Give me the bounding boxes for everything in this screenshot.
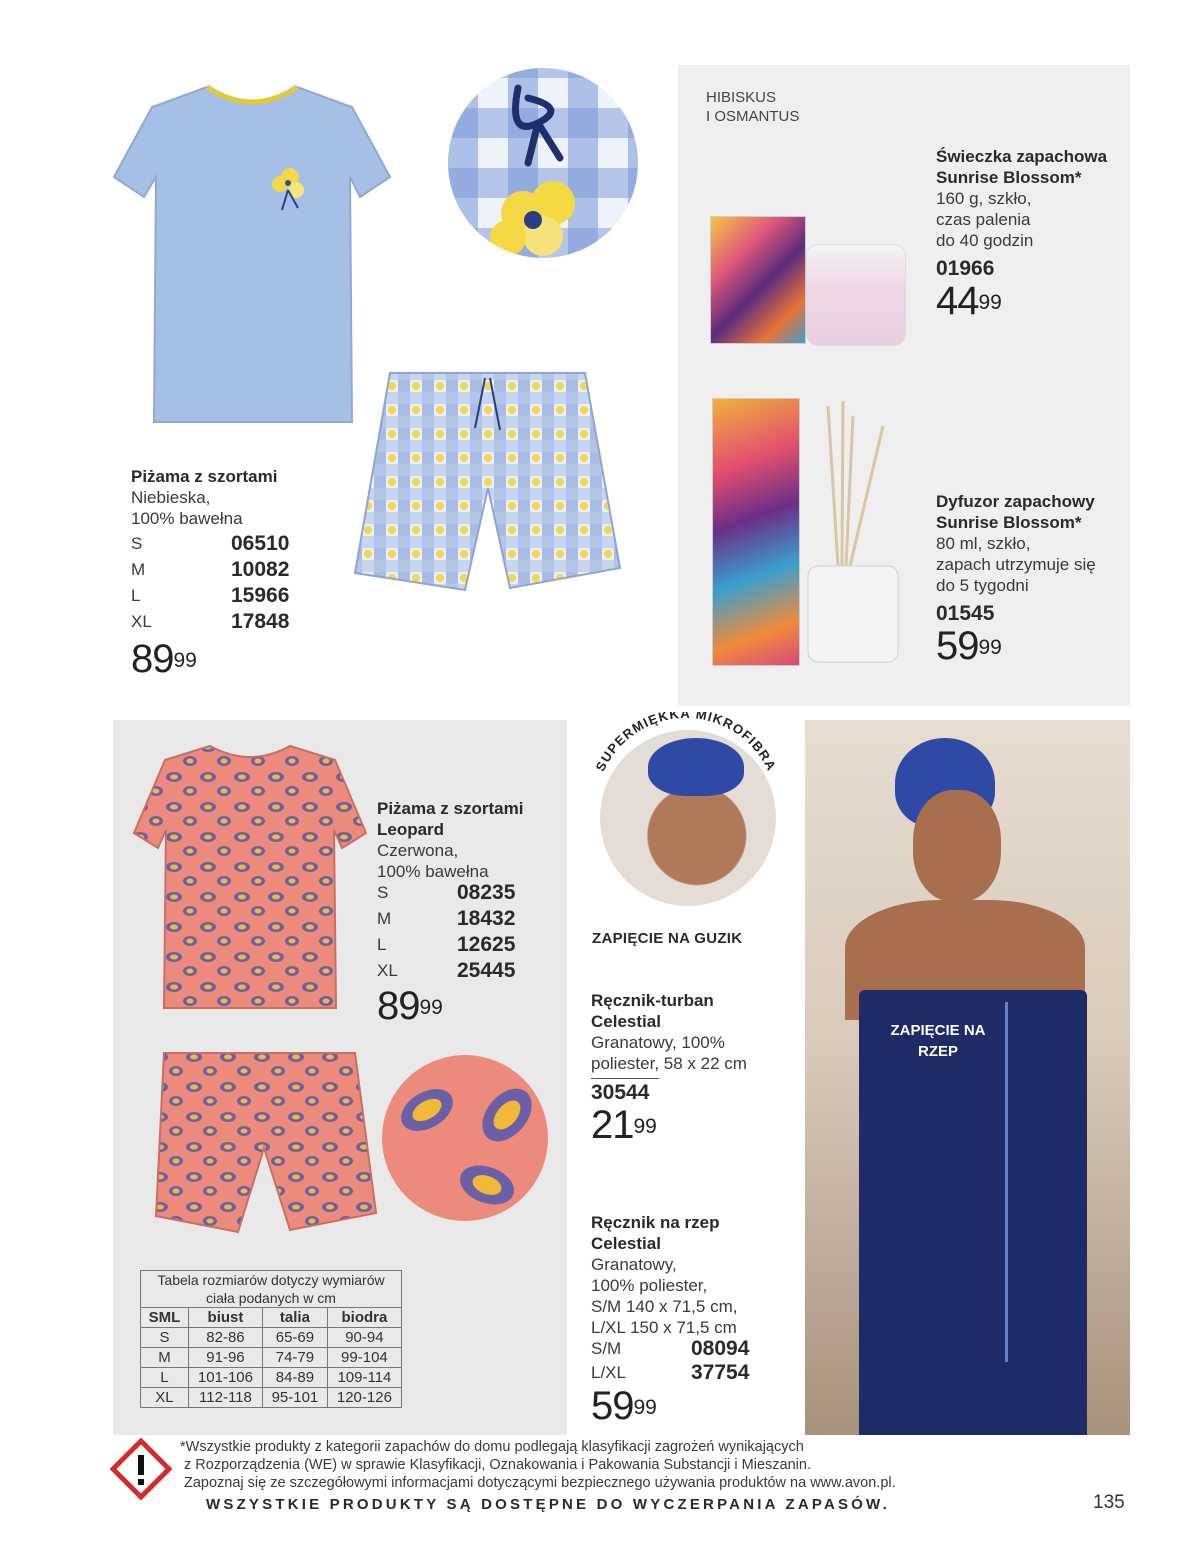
table-cell: 65-69 (263, 1328, 328, 1348)
product-description: 160 g, szkło, czas palenia do 40 godzin (936, 189, 1034, 250)
product-code: 10082 (231, 558, 290, 581)
price: $44^{99}$ (936, 279, 1002, 323)
turban-info (591, 990, 801, 1145)
table-cell: 99-104 (327, 1348, 401, 1368)
table-row (141, 1368, 402, 1388)
towel-model-photo (805, 720, 1130, 1435)
table-cell: 95-101 (263, 1388, 328, 1408)
size-label: M (377, 909, 392, 928)
size-code-list (377, 882, 557, 982)
table-cell: 90-94 (327, 1328, 401, 1348)
product-name: Ręcznik na rzep Celestial (591, 1213, 720, 1253)
product-name: Piżama z szortami (131, 467, 278, 486)
table-header: biodra (327, 1308, 401, 1328)
leopard-pajama-info (377, 798, 557, 1026)
product-code: 25445 (457, 959, 516, 982)
candle-info (936, 146, 1126, 321)
product-code: 01966 (936, 257, 995, 280)
towel-info (591, 1212, 801, 1426)
size-table-grid (140, 1307, 402, 1408)
diffuser-image (706, 396, 906, 668)
table-row (141, 1328, 402, 1348)
product-description: Granatowy, 100% poliester, S/M 140 x 71,5 cm, L/XL 150 x 71,5 cm (591, 1255, 738, 1337)
product-description: Niebieska, 100% bawełna (131, 488, 243, 528)
product-name: Piżama z szortami Leopard (377, 799, 524, 839)
turban-model-photo (600, 730, 776, 906)
table-header: SML (141, 1308, 189, 1328)
table-cell: L (141, 1368, 189, 1388)
table-header-row (141, 1308, 402, 1328)
size-label: L (377, 935, 387, 954)
table-header: talia (263, 1308, 328, 1328)
table-cell: 112-118 (188, 1388, 262, 1408)
blue-pajama-info (131, 466, 361, 679)
table-cell: S (141, 1328, 189, 1348)
product-code: 18432 (457, 907, 516, 930)
size-table-title: Tabela rozmiarów dotyczy wymiarów ciała podanych w cm (140, 1270, 402, 1307)
scent-label: HIBISKUS I OSMANTUS (706, 89, 800, 125)
hazard-icon (110, 1438, 172, 1500)
product-code: 08094 (691, 1337, 750, 1360)
table-row (141, 1388, 402, 1408)
size-label: S (131, 534, 143, 553)
availability-notice: WSZYSTKIE PRODUKTY SĄ DOSTĘPNE DO WYCZERPANIA ZAPASÓW. (206, 1496, 890, 1513)
fabric-closeup-leopard (382, 1055, 548, 1221)
divider (591, 1078, 659, 1079)
size-table (140, 1270, 402, 1408)
table-cell: 91-96 (188, 1348, 262, 1368)
size-label: L (131, 586, 141, 605)
table-cell: 101-106 (188, 1368, 262, 1388)
table-header: biust (188, 1308, 262, 1328)
size-label: XL (131, 612, 152, 631)
product-code: 17848 (231, 610, 290, 633)
table-cell: M (141, 1348, 189, 1368)
blue-shorts-image (350, 368, 625, 608)
product-code: 06510 (231, 532, 290, 555)
diffuser-info (936, 491, 1126, 666)
price: $89^{99}$ (377, 984, 443, 1028)
button-closure-label: ZAPIĘCIE NA GUZIK (592, 930, 743, 947)
velcro-closure-label: ZAPIĘCIE NA RZEP (890, 1022, 986, 1060)
fabric-closeup-gingham (448, 68, 638, 258)
table-cell: 74-79 (263, 1348, 328, 1368)
size-label: L/XL (591, 1363, 626, 1382)
price: $21^{99}$ (591, 1103, 657, 1147)
footnote: *Wszystkie produkty z kategorii zapachów do domu podlegają klasyfikacji zagrożeń wynikających z Rozporządzenia (WE) w sprawie Klasyfikacji, Oznakowania i Pakowania Substancji i Mieszanin. Zapoznaj się ze szczegółowymi informacjami dotyczącymi bezpiecznego używania produktów na www.avon.pl. (180, 1439, 896, 1491)
size-label: XL (377, 961, 398, 980)
product-code: 15966 (231, 584, 290, 607)
size-code-list (131, 533, 361, 633)
product-name: Świeczka zapachowa Sunrise Blossom* (936, 147, 1108, 187)
product-description: 80 ml, szkło, zapach utrzymuje się do 5 tygodni (936, 534, 1096, 595)
product-code: 08235 (457, 881, 516, 904)
size-label: M (131, 560, 146, 579)
candle-image (706, 210, 916, 350)
price: $59^{99}$ (936, 624, 1002, 668)
product-code: 01545 (936, 602, 995, 625)
table-cell: 120-126 (327, 1388, 401, 1408)
product-name: Ręcznik-turban Celestial (591, 991, 714, 1031)
product-name: Dyfuzor zapachowy Sunrise Blossom* (936, 492, 1095, 532)
table-cell: 84-89 (263, 1368, 328, 1388)
microfiber-badge-text: SUPERMIĘKKA MIKROFIBRA (592, 712, 780, 774)
table-cell: XL (141, 1388, 189, 1408)
size-code-list (591, 1338, 801, 1384)
product-description: Granatowy, 100% poliester, 58 x 22 cm (591, 1033, 747, 1073)
size-label: S (377, 883, 389, 902)
product-code: 30544 (591, 1081, 650, 1104)
size-label: S/M (591, 1339, 622, 1358)
table-cell: 82-86 (188, 1328, 262, 1348)
page-number: 135 (1093, 1492, 1125, 1513)
leopard-shorts-image (150, 1048, 380, 1238)
price: $89^{99}$ (131, 637, 197, 681)
price: $59^{99}$ (591, 1384, 657, 1428)
table-row (141, 1348, 402, 1368)
table-cell: 109-114 (327, 1368, 401, 1388)
product-code: 12625 (457, 933, 516, 956)
product-description: Czerwona, 100% bawełna (377, 841, 489, 881)
product-code: 37754 (691, 1361, 750, 1384)
leopard-tshirt-image (130, 738, 370, 1013)
